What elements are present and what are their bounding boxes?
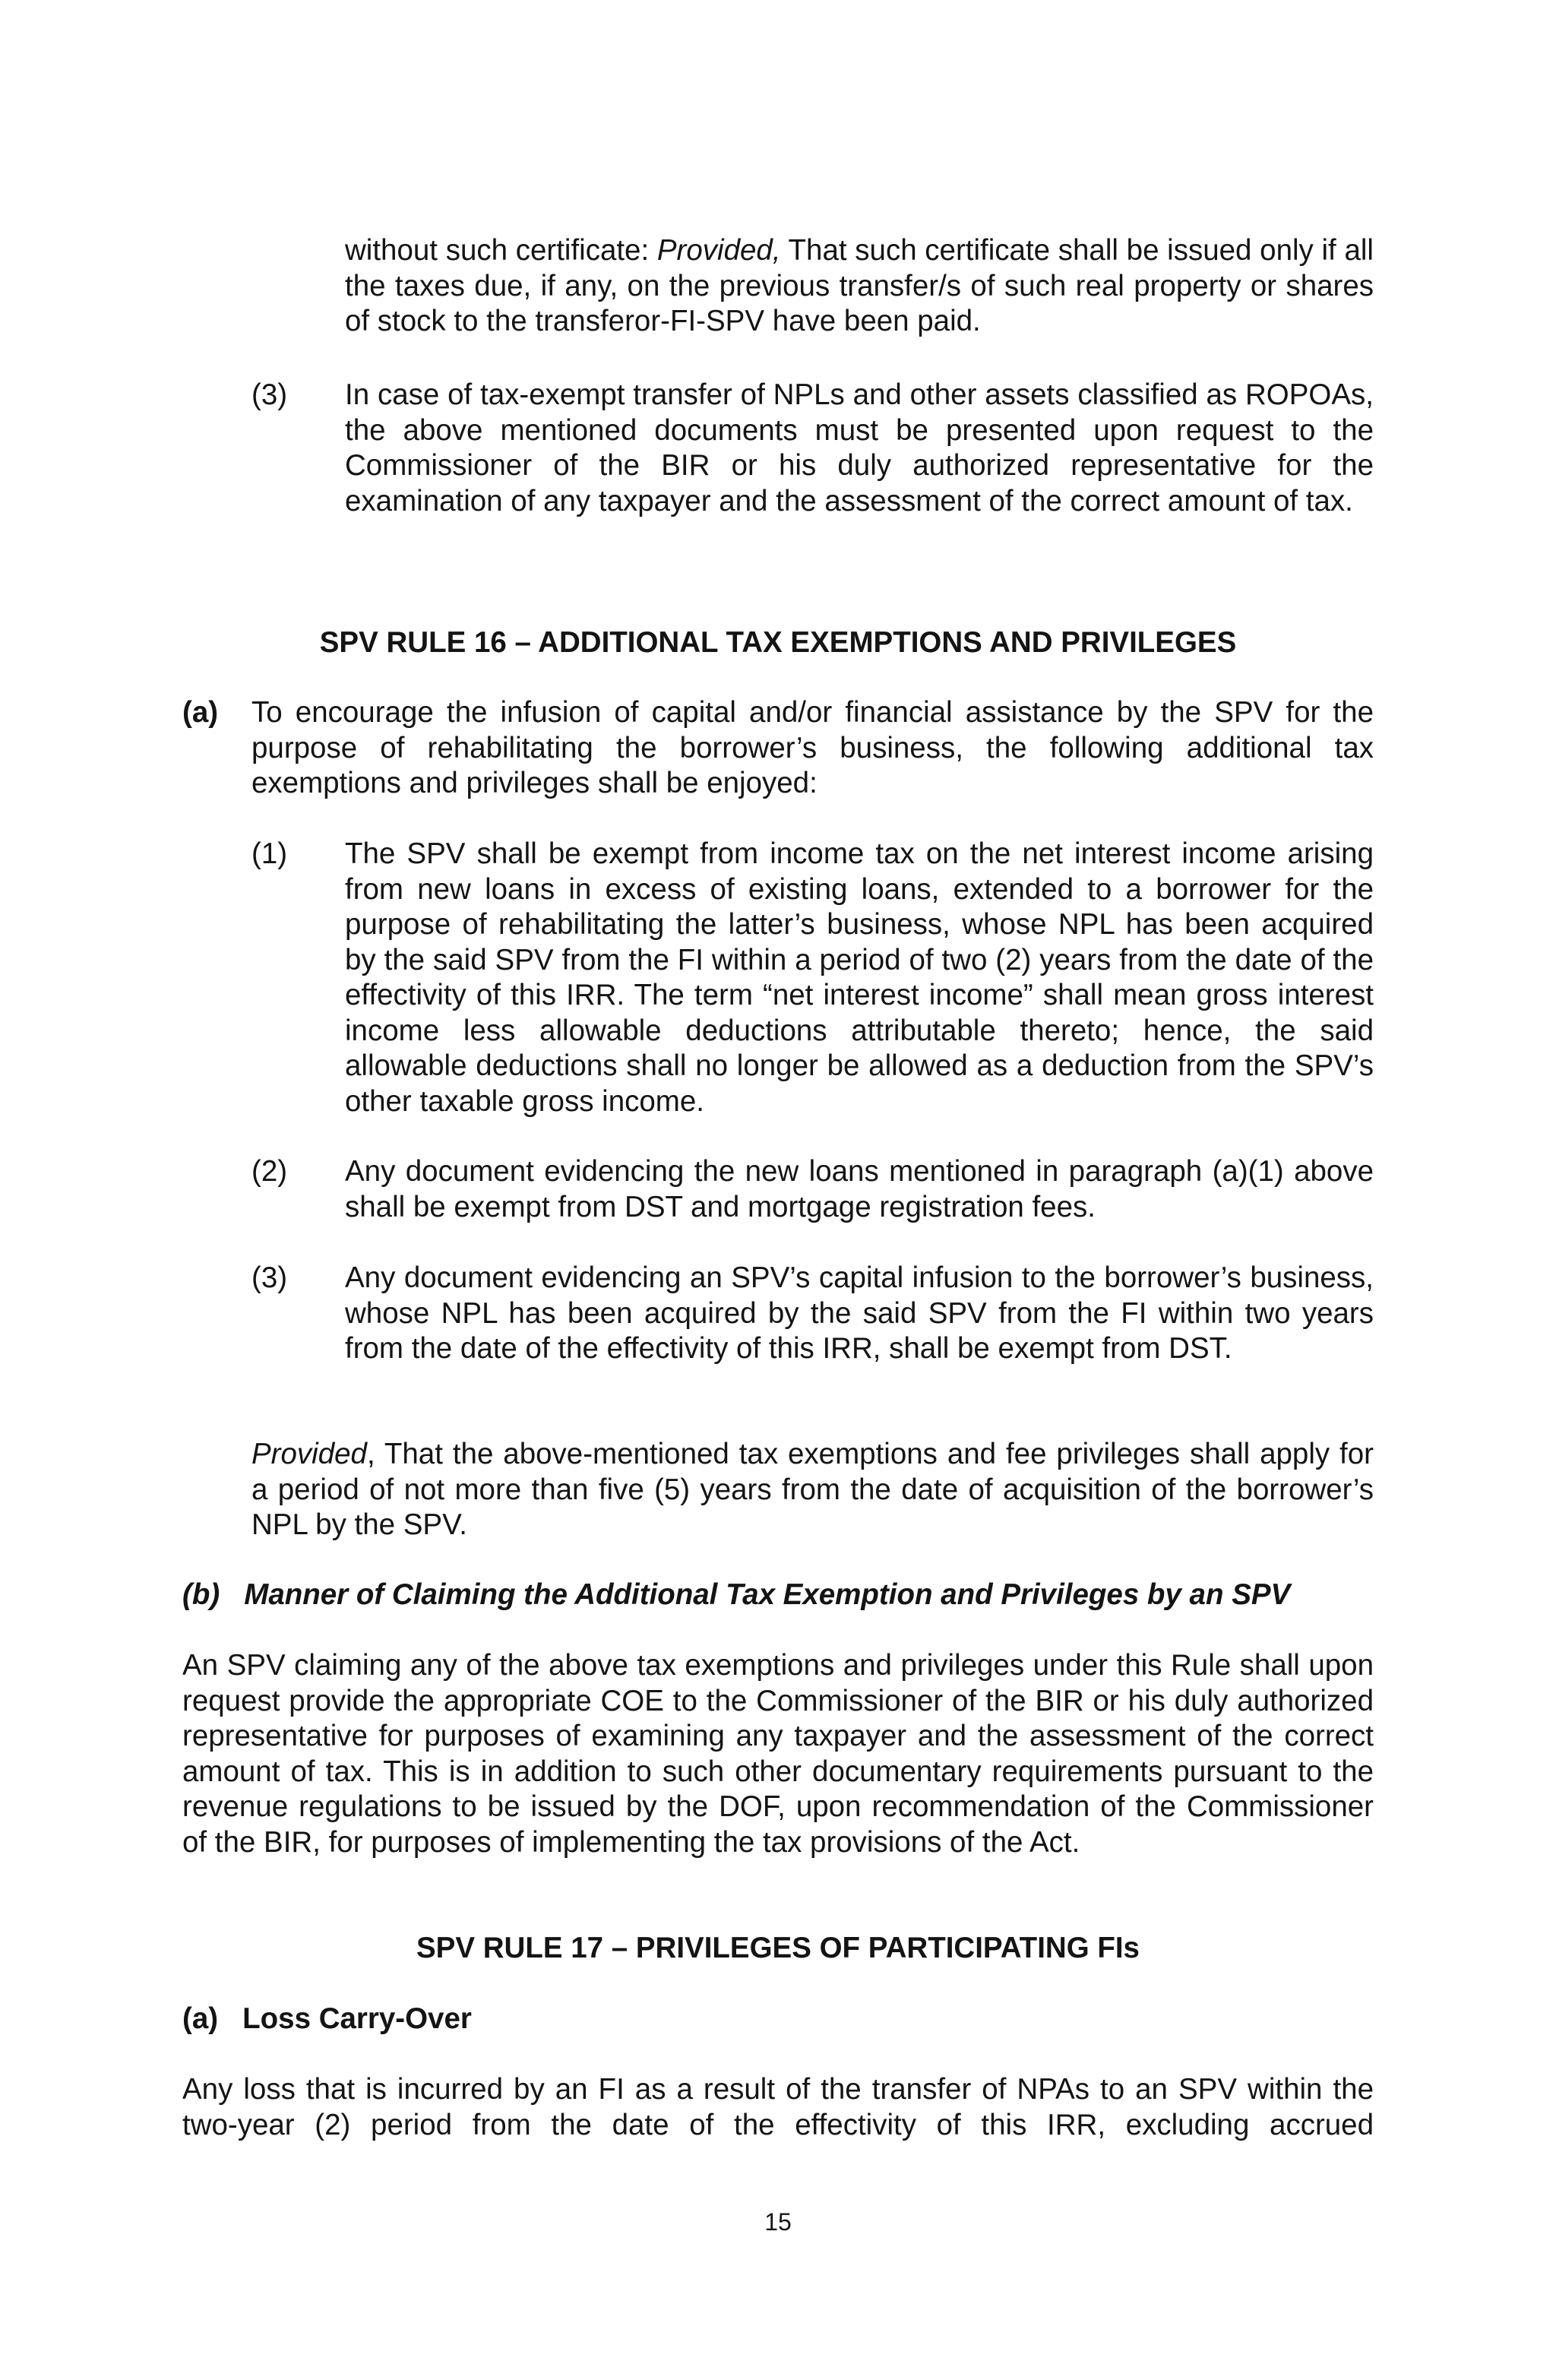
proviso-italic: Provided <box>251 1438 367 1470</box>
rule-17-heading: SPV RULE 17 – PRIVILEGES OF PARTICIPATING FIs <box>416 1932 1140 1964</box>
item-number: (2) <box>251 1155 288 1188</box>
section-a-text: To encourage the infusion of capital and/or financial assistance by the SPV for the purpose of rehabilitating the borrower’s business, the following additional tax exemptions and privileges shall be enjoyed: <box>251 696 1374 799</box>
item-text: Any document evidencing an SPV’s capital infusion to the borrower’s business, whose NPL has been acquired by the said SPV from the FI within two years from the date of the effectivity of this IRR, shall be exempt from DST. <box>345 1261 1374 1365</box>
rule-17-section-a-text: Any loss that is incurred by an FI as a result of the transfer of NPAs to an SPV within the two-year (2) period from the date of the effectivity of this IRR, excluding accrued <box>182 2073 1374 2141</box>
item-number: (1) <box>251 837 288 870</box>
item-text: In case of tax-exempt transfer of NPLs and other assets classified as ROPOAs, the above mentioned documents must be presented upon request to the Commissioner of the BIR or his duly authorized representative for the examination of any taxpayer and the assessment of the correct amount of tax. <box>345 378 1374 517</box>
provided-italic: Provided, <box>656 234 781 267</box>
continuation-paragraph <box>345 233 1374 340</box>
section-a-label: (a) <box>182 696 219 729</box>
proviso-paragraph <box>251 1437 1374 1543</box>
continuation-before: without such certificate: <box>345 234 657 267</box>
continuation-after: That such certificate shall be issued only if all the taxes due, if any, on the previous transfer/s of such real property or shares of stock to the transferor-FI-SPV have been paid. <box>345 234 1374 337</box>
page-number: 15 <box>764 2208 792 2236</box>
item-text: Any document evidencing the new loans mentioned in paragraph (a)(1) above shall be exempt from DST and mortgage registration fees. <box>345 1155 1374 1223</box>
section-b-text: An SPV claiming any of the above tax exemptions and privileges under this Rule shall upon request provide the appropriate COE to the Commissioner of the BIR or his duly authorized representative for purposes of examining any taxpayer and the assessment of the correct amount of tax. This is in addition to such other documentary requirements pursuant to the revenue regulations to be issued by the DOF, upon recommendation of the Commissioner of the BIR, for purposes of implementing the tax provisions of the Act. <box>182 1649 1374 1859</box>
proviso-text: , That the above-mentioned tax exemptions and fee privileges shall apply for a period of not more than five (5) years from the date of acquisition of the borrower’s NPL by the SPV. <box>251 1438 1374 1541</box>
item-number: (3) <box>251 1261 288 1294</box>
item-text: The SPV shall be exempt from income tax on the net interest income arising from new loans in excess of existing loans, extended to a borrower for the purpose of rehabilitating the latter’s business, whose NPL has been acquired by the said SPV from the FI within a period of two (2) years from the date of the effectivity of this IRR. The term “net interest income” shall mean gross interest income less allowable deductions attributable thereto; hence, the said allowable deductions shall no longer be allowed as a deduction from the SPV’s other taxable gross income. <box>345 837 1374 1118</box>
rule-17-section-a-heading: (a) Loss Carry-Over <box>182 2002 472 2035</box>
rule-16-heading: SPV RULE 16 – ADDITIONAL TAX EXEMPTIONS AND PRIVILEGES <box>319 626 1237 659</box>
section-b-heading: (b) Manner of Claiming the Additional Tax Exemption and Privileges by an SPV <box>182 1578 1291 1611</box>
item-number: (3) <box>251 378 288 411</box>
